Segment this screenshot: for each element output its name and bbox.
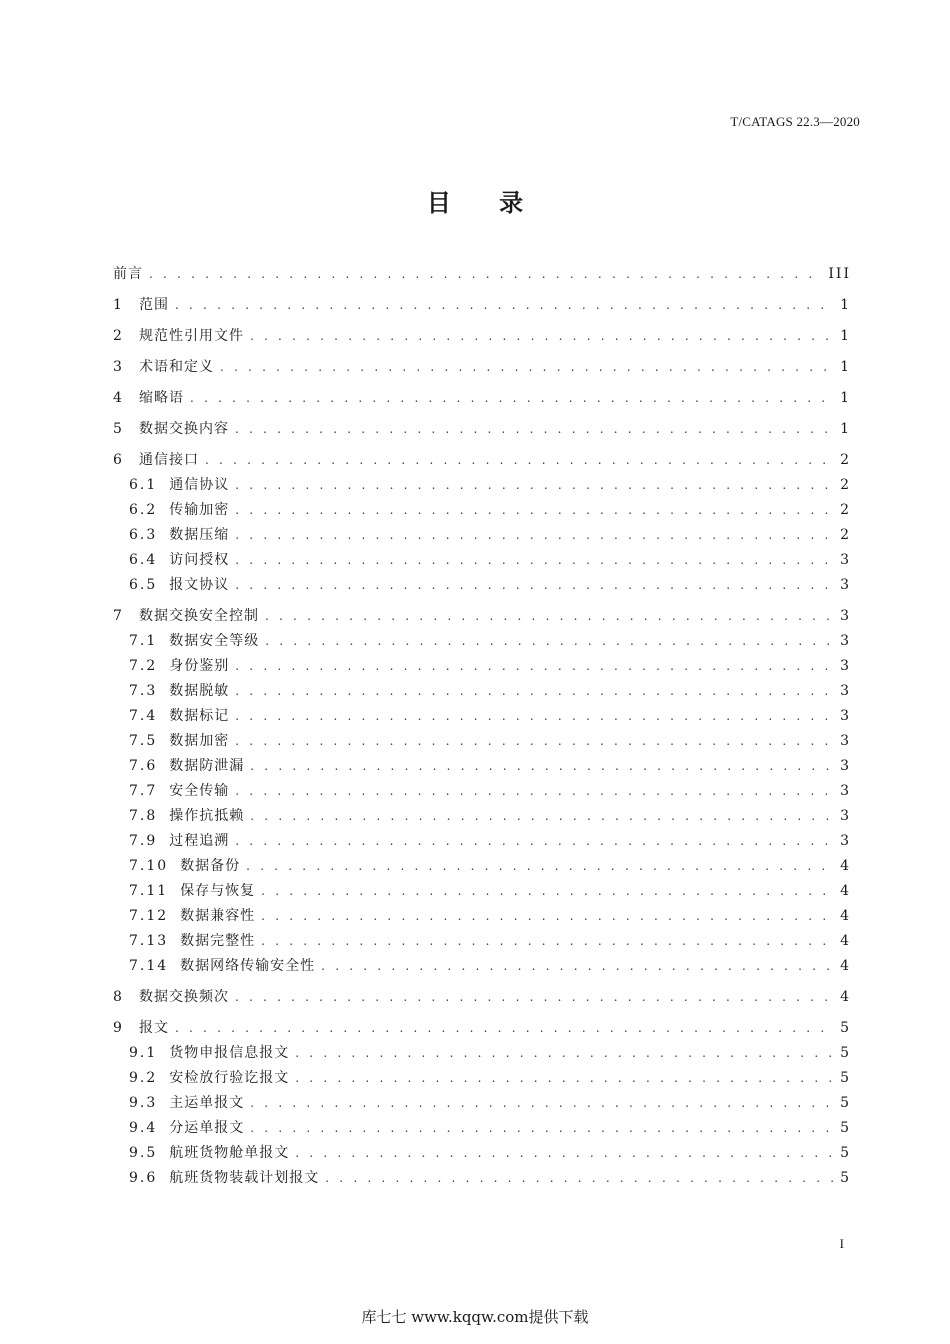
toc-entry-number: 3 [113, 359, 124, 375]
toc-entry-page: 3 [840, 683, 851, 699]
toc-entry-page: 3 [840, 808, 851, 824]
toc-entry[interactable] [113, 954, 851, 979]
toc-dot-leader [235, 417, 834, 442]
toc-entry-number: 7 [113, 608, 124, 624]
toc-dot-leader [250, 1116, 834, 1141]
toc-dot-leader [265, 604, 834, 629]
toc-entry-label: 范围 [139, 297, 169, 313]
toc-entry[interactable] [113, 448, 851, 473]
toc-entry-label: 数据压缩 [169, 527, 230, 543]
toc-dot-leader [220, 355, 834, 380]
toc-entry-number: 9.5 [129, 1145, 158, 1161]
toc-entry-label: 通信接口 [139, 452, 199, 468]
toc-entry-number: 7.12 [129, 908, 169, 924]
toc-entry[interactable] [113, 985, 851, 1010]
toc-entry-number: 7.11 [129, 883, 169, 899]
toc-entry-number: 5 [113, 421, 124, 437]
toc-entry-page: 1 [840, 328, 851, 344]
toc-entry[interactable] [113, 904, 851, 929]
toc-entry[interactable] [113, 929, 851, 954]
toc-entry-number: 6.3 [129, 527, 158, 543]
toc-dot-leader [325, 1166, 834, 1191]
toc-dot-leader [261, 929, 834, 954]
toc-entry-page: 3 [840, 658, 851, 674]
toc-entry-number: 6.5 [129, 577, 158, 593]
toc-entry[interactable] [113, 293, 851, 318]
toc-dot-leader [250, 1091, 834, 1116]
toc-dot-leader [295, 1066, 834, 1091]
toc-entry-label: 数据标记 [169, 708, 230, 724]
toc-entry-label: 缩略语 [139, 390, 184, 406]
toc-entry-number: 7.7 [129, 783, 158, 799]
toc-entry-page: 1 [840, 297, 851, 313]
toc-entry[interactable] [113, 779, 851, 804]
toc-entry-number: 9 [113, 1020, 124, 1036]
toc-dot-leader [235, 985, 834, 1010]
toc-dot-leader [321, 954, 834, 979]
toc-entry-number: 1 [113, 297, 124, 313]
toc-entry[interactable] [113, 629, 851, 654]
toc-entry[interactable] [113, 679, 851, 704]
toc-entry-label: 数据交换安全控制 [139, 608, 259, 624]
toc-entry[interactable] [113, 324, 851, 349]
toc-entry-number: 9.6 [129, 1170, 158, 1186]
toc-entry-page: 1 [840, 359, 851, 375]
toc-entry[interactable] [113, 573, 851, 598]
toc-entry-page: 3 [840, 633, 851, 649]
toc-entry-number: 6 [113, 452, 124, 468]
toc-entry-label: 术语和定义 [139, 359, 214, 375]
toc-dot-leader [295, 1141, 834, 1166]
toc-dot-leader [235, 704, 834, 729]
toc-dot-leader [246, 854, 834, 879]
toc-entry[interactable] [113, 262, 851, 287]
toc-entry-page: 3 [840, 758, 851, 774]
toc-dot-leader [235, 498, 834, 523]
toc-entry-number: 7.6 [129, 758, 158, 774]
toc-entry[interactable] [113, 654, 851, 679]
toc-dot-leader [175, 1016, 834, 1041]
toc-entry[interactable] [113, 1166, 851, 1191]
toc-entry[interactable] [113, 604, 851, 629]
toc-entry-page: 5 [840, 1095, 851, 1111]
toc-entry[interactable] [113, 417, 851, 442]
toc-entry-label: 保存与恢复 [180, 883, 256, 899]
toc-entry-page: 2 [840, 527, 851, 543]
toc-entry-page: 4 [840, 858, 851, 874]
toc-entry-page: 5 [840, 1120, 851, 1136]
toc-entry[interactable] [113, 879, 851, 904]
toc-dot-leader [261, 879, 834, 904]
toc-dot-leader [175, 293, 834, 318]
toc-entry-number: 9.2 [129, 1070, 158, 1086]
toc-entry[interactable] [113, 355, 851, 380]
toc-entry-label: 航班货物舱单报文 [169, 1145, 290, 1161]
toc-entry-label: 分运单报文 [169, 1120, 245, 1136]
toc-entry-number: 7.1 [129, 633, 158, 649]
toc-dot-leader [205, 448, 834, 473]
toc-dot-leader [149, 262, 822, 287]
toc-entry-label: 数据兼容性 [180, 908, 256, 924]
toc-entry[interactable] [113, 386, 851, 411]
toc-entry-label: 规范性引用文件 [139, 328, 244, 344]
toc-entry[interactable] [113, 729, 851, 754]
toc-dot-leader [250, 804, 834, 829]
toc-dot-leader [235, 573, 834, 598]
toc-entry-page: 4 [840, 989, 851, 1005]
toc-entry-number: 6.1 [129, 477, 158, 493]
toc-entry-number: 9.4 [129, 1120, 158, 1136]
toc-dot-leader [235, 779, 834, 804]
toc-entry-label: 数据交换内容 [139, 421, 229, 437]
toc-entry-page: 4 [840, 958, 851, 974]
toc-entry-page: 3 [840, 608, 851, 624]
toc-entry[interactable] [113, 1066, 851, 1091]
toc-entry-number: 7.3 [129, 683, 158, 699]
toc-entry[interactable] [113, 804, 851, 829]
toc-entry-label: 访问授权 [169, 552, 230, 568]
toc-entry-number: 7.14 [129, 958, 169, 974]
toc-entry-label: 数据安全等级 [169, 633, 260, 649]
toc-dot-leader [235, 729, 834, 754]
toc-entry[interactable] [113, 1116, 851, 1141]
toc-entry-page: 3 [840, 552, 851, 568]
toc-dot-leader [265, 629, 834, 654]
toc-entry[interactable] [113, 473, 851, 498]
toc-entry-page: 3 [840, 708, 851, 724]
toc-entry-number: 9.1 [129, 1045, 158, 1061]
toc-entry-label: 数据防泄漏 [169, 758, 245, 774]
toc-entry-page: 3 [840, 783, 851, 799]
toc-entry-page: 5 [840, 1070, 851, 1086]
toc-entry[interactable] [113, 1041, 851, 1066]
toc-entry-page: 3 [840, 733, 851, 749]
toc-entry-label: 数据交换频次 [139, 989, 229, 1005]
footer-watermark-text: 库七七 www.kqqw.com提供下载 [361, 1308, 589, 1326]
toc-entry-label: 身份鉴别 [169, 658, 230, 674]
toc-dot-leader [235, 829, 834, 854]
toc-entry-label: 前言 [113, 266, 143, 282]
toc-dot-leader [235, 548, 834, 573]
page-title: 目 录 [426, 189, 544, 217]
toc-entry-label: 通信协议 [169, 477, 230, 493]
toc-entry-number: 6.4 [129, 552, 158, 568]
toc-entry-number: 7.13 [129, 933, 169, 949]
toc-entry-page: III [828, 266, 851, 282]
toc-entry-label: 数据备份 [180, 858, 241, 874]
toc-entry[interactable] [113, 523, 851, 548]
toc-entry-number: 7.5 [129, 733, 158, 749]
toc-entry-number: 7.9 [129, 833, 158, 849]
toc-entry-page: 4 [840, 883, 851, 899]
toc-entry-label: 操作抗抵赖 [169, 808, 245, 824]
toc-entry-label: 报文 [139, 1020, 169, 1036]
toc-entry-label: 数据完整性 [180, 933, 256, 949]
toc-entry-label: 过程追溯 [169, 833, 230, 849]
toc-entry-label: 货物申报信息报文 [169, 1045, 290, 1061]
table-of-contents [113, 262, 851, 1191]
toc-entry-page: 5 [840, 1170, 851, 1186]
toc-entry-number: 6.2 [129, 502, 158, 518]
toc-entry-number: 7.2 [129, 658, 158, 674]
toc-dot-leader [235, 679, 834, 704]
toc-entry-page: 5 [840, 1145, 851, 1161]
toc-entry[interactable] [113, 829, 851, 854]
toc-entry-label: 安全传输 [169, 783, 230, 799]
toc-entry-number: 7.10 [129, 858, 169, 874]
toc-entry-number: 7.8 [129, 808, 158, 824]
toc-entry[interactable] [113, 1091, 851, 1116]
toc-entry-page: 1 [840, 421, 851, 437]
toc-entry-number: 7.4 [129, 708, 158, 724]
toc-entry-number: 9.3 [129, 1095, 158, 1111]
toc-entry[interactable] [113, 1141, 851, 1166]
toc-dot-leader [250, 324, 834, 349]
toc-entry-label: 报文协议 [169, 577, 230, 593]
toc-entry-page: 1 [840, 390, 851, 406]
toc-entry-page: 4 [840, 908, 851, 924]
document-code: T/CATAGS 22.3—2020 [730, 114, 860, 129]
toc-entry-number: 8 [113, 989, 124, 1005]
toc-entry-label: 航班货物装载计划报文 [169, 1170, 320, 1186]
toc-entry-page: 4 [840, 933, 851, 949]
toc-entry-label: 传输加密 [169, 502, 230, 518]
toc-entry-page: 3 [840, 833, 851, 849]
toc-dot-leader [295, 1041, 834, 1066]
toc-entry[interactable] [113, 704, 851, 729]
toc-dot-leader [250, 754, 834, 779]
toc-entry-number: 4 [113, 390, 124, 406]
toc-entry-label: 数据网络传输安全性 [180, 958, 316, 974]
toc-entry[interactable] [113, 498, 851, 523]
toc-dot-leader [261, 904, 834, 929]
toc-entry-page: 5 [840, 1045, 851, 1061]
toc-entry-label: 主运单报文 [169, 1095, 245, 1111]
toc-entry-page: 5 [840, 1020, 851, 1036]
toc-dot-leader [235, 523, 834, 548]
toc-entry[interactable] [113, 1016, 851, 1041]
toc-entry-label: 安检放行验讫报文 [169, 1070, 290, 1086]
toc-entry-label: 数据加密 [169, 733, 230, 749]
toc-dot-leader [235, 654, 834, 679]
page-number: I [839, 1236, 844, 1251]
toc-entry-page: 2 [840, 452, 851, 468]
toc-entry-label: 数据脱敏 [169, 683, 230, 699]
toc-entry-page: 2 [840, 477, 851, 493]
toc-entry-page: 3 [840, 577, 851, 593]
toc-entry[interactable] [113, 854, 851, 879]
toc-entry[interactable] [113, 754, 851, 779]
toc-dot-leader [190, 386, 834, 411]
toc-entry[interactable] [113, 548, 851, 573]
toc-entry-page: 2 [840, 502, 851, 518]
toc-entry-number: 2 [113, 328, 124, 344]
toc-dot-leader [235, 473, 834, 498]
